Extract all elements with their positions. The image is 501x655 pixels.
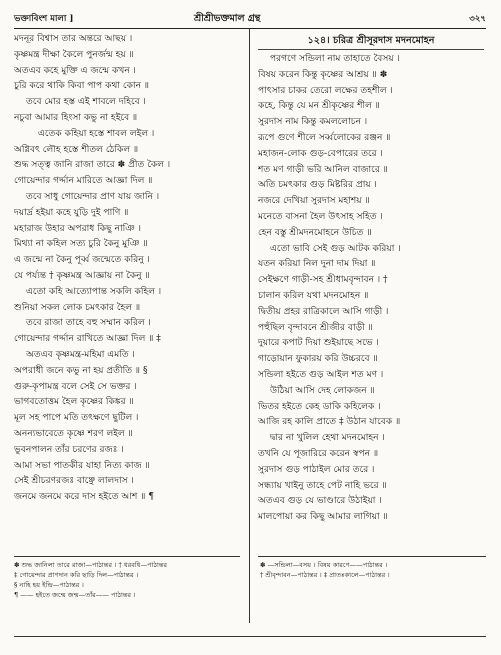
book-title: শ্রীশ্রীভক্তমাল গ্রন্থ [194, 13, 261, 24]
verse-line: অনন্যভাবেতে কৃষ্ণে শরণ লইল ॥ [14, 428, 133, 439]
verse-line: ভুবনপালন তাঁর চরণের রজঃ । [14, 444, 124, 455]
column-divider [249, 29, 250, 623]
verse-line: এতো কহি আত্যোপান্ত সকলি কহিল । [26, 286, 162, 297]
verse-line: কহে, কিন্তু যে মন শ্রীকৃষ্ণের শীল ॥ [258, 101, 380, 112]
verse-line: মিথ্যা না কহিল সত্য চুরি কৈনু মুঞি ॥ [14, 239, 148, 250]
verse-line: হেন বস্তু শ্রীমদনমোহনে উচিত ॥ [258, 227, 372, 238]
verse-line: উঠিয়া আসি দেহ লোকজন ॥ [270, 385, 375, 396]
verse-line: সেইক্ষণে গাড়ী-সহ শ্রীধামবৃন্দাবন । † [258, 275, 388, 286]
verse-line: বিষয় করেন কিন্তু কৃষ্ণের আশ্রয় ॥ ✽ [258, 69, 388, 80]
footnote-rule-right [258, 556, 486, 557]
verse-line: তখনি যে পূজারিরে করেন স্বপন ॥ [258, 448, 379, 459]
footnote: † শ্রীবৃন্দাবন—পাঠান্তর । ‡ প্রাতঃকালে—পাঠান্তর । [260, 571, 390, 579]
verse-line: নজরে দেখিয়া সুরদাস মহাশয় ॥ [258, 196, 370, 207]
verse-line: আজি রহ কালি প্রাতে ‡ উঠান যাবেক ॥ [258, 417, 401, 428]
footnote: ¶ —— হইতে জন্মে জন্ম—তাঁর—— পাঠান্তর । [14, 591, 136, 599]
verse-line: জনমে জনমে করে দাস হইতে আশ ॥ ¶ [14, 492, 155, 503]
verse-line: পাৎসার চাকর তেরো লক্ষের তহশীল । [258, 85, 393, 96]
verse-line: কৃষ্ণমন্ত্র দীক্ষা কৈলে পুনর্জন্ম হয় ॥ [14, 49, 134, 60]
footnote: § নাহি হয় ইন্দ্রি—পাঠান্তর । [14, 581, 84, 589]
verse-line: দয়ার্দ্র হইয়া কহে যুড়ি দুই পাণি ॥ [14, 207, 129, 218]
verse-line: ভিতর হইতে কেহ ডাকি কহিলেক । [258, 401, 381, 412]
verse-line: মূল সহ পাপে মতি তৎক্ষণে ছুটিল । [14, 413, 139, 424]
chapter-label: ভক্তাবিংশ মালা ] [14, 14, 74, 24]
verse-line: শত মণ গাড়ী ভরি আনিল বাজারে ॥ [258, 164, 388, 175]
verse-line: চালান করিল যথা মদনমোহন ॥ [258, 290, 369, 301]
running-head [14, 12, 486, 26]
verse-line: অগ্নিবৎ লৌহ হস্তে শীতল ঠেকিল ॥ [14, 144, 139, 155]
footnote: ✽ —সন্ডিলা—বসয় । বিষয় কারণে——পাঠান্তর । [260, 561, 388, 569]
verse-line: পহুঁছিল বৃন্দাবনে শ্রীজীর বাড়ী ॥ [258, 322, 373, 333]
verse-line: শুনিয়া সকল লোক চমৎকার হৈল ॥ [14, 302, 141, 313]
section-heading: ১২৪। চরিত্র শ্রীসূরদাস মদনমোহন [307, 35, 435, 46]
verse-line: দুয়ারে কপাট দিয়া শুইয়াছে সভে । [258, 338, 379, 349]
verse-line: যে পর্য্যন্ত † কৃষ্ণমন্ত্র আজ্ঞায় না কৈনু ॥ [14, 270, 150, 281]
section-rule [258, 49, 484, 50]
verse-line: গাড়োয়ান ফুকারয় করি উচ্চরবে ॥ [258, 354, 378, 365]
verse-line: মনেতে বাসনা হৈল উৎসাহ সহিত । [258, 211, 383, 222]
page-number: ৩২৭ [469, 14, 486, 24]
verse-line: সন্ধ্যায় খাইনু তাহে পেট নাহি ভরে ॥ [258, 480, 387, 491]
left-column [14, 32, 240, 506]
verse-line: অপরাধী জনে কভু না হয় প্রতীতি ॥ § [14, 365, 148, 376]
verse-line: মদনূর বিশ্বাস তার অন্তরে আছয় । [14, 34, 133, 44]
verse-line: দ্বার না খুলিল হেথা মদনমোহন । [270, 433, 385, 444]
verse-line: অতএব গুড় যে ভাণ্ডারে উঠাইয়া । [258, 496, 382, 507]
verse-line: সেই শ্রীচরণরজঃ বাঞ্ছে লালদাস । [14, 476, 134, 487]
verse-line: এতো ভাবি সেই গুড় আটক করিয়া । [270, 243, 401, 254]
footnotes-right [260, 560, 486, 580]
verse-line: তবে সাধু গোয়েন্দার প্রাণ যায় জানি । [26, 191, 160, 202]
verse-line: সুরদাস গুড় পাঠাইল মোর তরে । [258, 464, 375, 475]
verse-line: আমা সভা পাতকীর যাহা নিত্য কাজ ॥ [14, 460, 150, 471]
verse-line: তবে রাজা তাহে বহু সম্মান করিল । [26, 318, 151, 329]
book-page [14, 10, 486, 646]
verse-line: গোয়েন্দার গর্দ্দান রাখিতে আজ্ঞা দিল ॥ ‡ [14, 334, 161, 345]
verse-line: রূপে গুণে শীলে সর্ব্বলোকের রঞ্জন ॥ [258, 132, 391, 143]
verse-line: অতএব কৃষ্ণমন্ত্র-মহিমা এমতি । [26, 349, 135, 360]
verse-line: গোয়েন্দার গর্দ্দান মারিতে আজ্ঞা দিল ॥ [14, 176, 153, 187]
verse-line: শুদ্ধ সত্ত্ব জানি রাজা তারে ✽ প্রীত কৈল । [14, 160, 171, 171]
footnote: ‡ গোয়েন্দার প্রাণদান করি ছাড়ি দিল—পাঠান্তর । [14, 571, 139, 579]
verse-line: যতন করিয়া নিল দুনা দাম দিয়া ॥ [258, 259, 376, 270]
verse-line: মহারাজ উহার অপরাধ কিছু নাঞি । [14, 223, 141, 234]
verse-line: সুরদাস নাম কিন্তু কমললোচন । [258, 117, 368, 128]
header-rule [14, 28, 486, 29]
footnotes-left [14, 560, 242, 600]
verse-line: অতি চমৎকার গুড় মিষ্টরির প্রায় । [258, 180, 377, 191]
verse-line: পরগণে সন্ডিলা নাম তাহাতে বৈসয় । [270, 54, 400, 64]
verse-line: অতএব কহে মুক্তি এ জন্মে কখন । [14, 65, 136, 76]
verse-line: এ জন্মে না কৈনু পূর্ব্ব জন্মেতে করিনু । [14, 255, 150, 266]
verse-line: এতেক কহিয়া হস্তে শাবল লইল । [38, 128, 155, 139]
verse-line: তবে মোর হস্ত এই শাবলে দহিবে । [26, 97, 146, 108]
verse-line: নচুবা আমার হিংসা কভু না হইবে ॥ [14, 112, 138, 123]
verse-line: চুরি করে থাকি কিবা পাপ কথা কোন ॥ [14, 81, 150, 92]
footer-rule [14, 636, 486, 637]
verse-line: দ্বিতীয় প্রহর রাত্রিকালে আসি গাড়ী । [258, 306, 389, 317]
verse-line: সন্ডিলা হইতে গুড় আইল শত মণ । [258, 369, 384, 380]
verse-line: ভাগবতোত্তম হৈল কৃষ্ণের কিঙ্কর ॥ [14, 397, 134, 408]
footnote: ✽ শুদ্ধ জানিলা তারে রাজা—পাঠান্তর । † ধরবধি—পাঠান্তর [14, 561, 168, 569]
footnote-rule-left [14, 556, 240, 557]
verse-line: মালপোয়া কর কিছু আমার লাগিয়া ॥ [258, 512, 388, 523]
verse-line: মহাজন-লোক গুড়-বেপারের তরে । [258, 148, 383, 159]
right-column [258, 32, 484, 526]
verse-line: গুরু-কৃপামন্ত্র বলে সেই সে ভক্তর । [14, 381, 137, 392]
